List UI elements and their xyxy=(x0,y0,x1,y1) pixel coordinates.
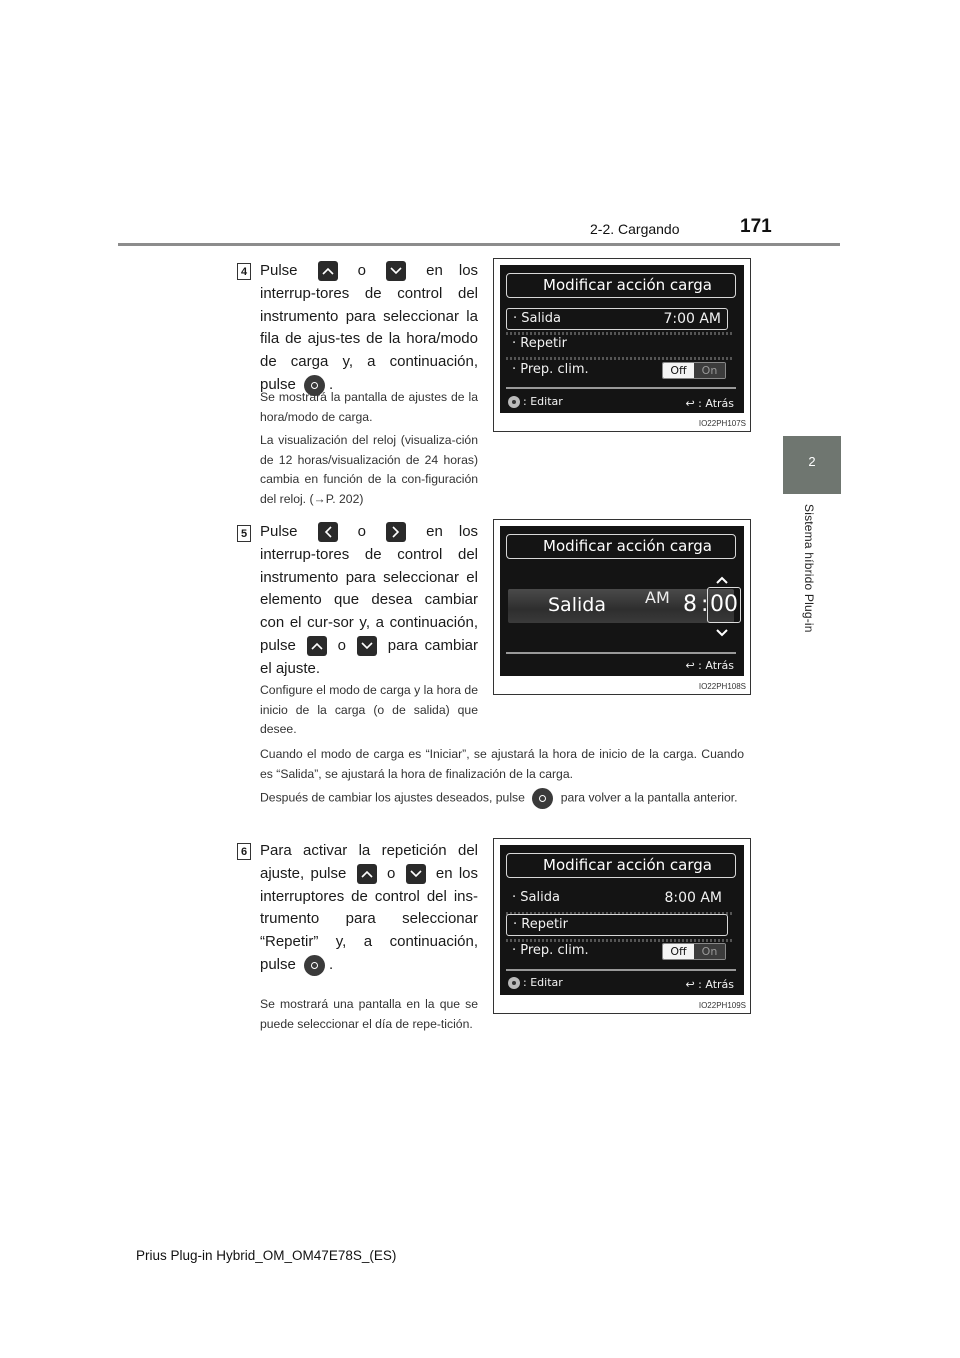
time-minute: 00 xyxy=(707,587,741,623)
step-5-t3: en los interrup-tores de control del instrumento para seleccionar el elemento que desea cambiar con el cur-sor y, a continuación, pulse xyxy=(260,523,479,654)
screen-3-row-salida: · Salida 8:00 AM xyxy=(512,890,722,906)
time-colon: : xyxy=(701,592,709,617)
down-chevron-icon xyxy=(715,629,729,638)
screen-1-display xyxy=(500,265,744,413)
step-5-note-3: Después de cambiar los ajustes deseados, pulse para volver a la pantalla anterior. xyxy=(260,788,744,809)
step-5-t2: o xyxy=(357,523,366,540)
step-4-t2: o xyxy=(357,262,366,279)
screen-2 xyxy=(493,519,751,695)
left-arrow-icon xyxy=(318,522,338,542)
screen-1-row-salida-value: 7:00 AM xyxy=(663,311,721,327)
step-6-t3: en los interruptores de control del ins-trumento para seleccionar “Repetir” y, a continuación, pulse xyxy=(260,864,479,973)
screen-2-footer-back: ↩ : Atrás xyxy=(685,659,734,672)
step-4-t4: . xyxy=(329,375,334,393)
step-4-note-2: La visualización del reloj (visualiza-ción de 12 horas/visualización de 24 horas) cambia en función de la con-figuración del reloj. (→P. 202) xyxy=(260,433,478,506)
time-ampm: AM xyxy=(645,588,670,607)
up-chevron-icon xyxy=(715,575,729,584)
step-4-t3: en los interrup-tores de control del instrumento para seleccionar la fila de ajus-tes de la hora/modo de carga y, a continuación, pulse xyxy=(260,262,479,393)
step-5-badge: 5 xyxy=(237,525,251,542)
screen-3-caption: IO22PH109S xyxy=(698,1001,746,1010)
step-4-note-1: Se mostrará la pantalla de ajustes de la hora/modo de carga. xyxy=(260,390,478,424)
step-5-text xyxy=(260,521,478,681)
footer-line xyxy=(506,969,736,971)
step-5-t5: para cambiar el ajuste. xyxy=(260,636,479,677)
screen-3 xyxy=(493,838,751,1014)
step-6-note-1: Se mostrará una pantalla en la que se puede seleccionar el día de repe-tición. xyxy=(260,997,478,1031)
down-arrow-icon xyxy=(406,864,426,884)
screen-1-caption: IO22PH107S xyxy=(698,419,746,428)
step-4-t1: Pulse xyxy=(260,262,298,279)
screen-3-footer-edit: : Editar xyxy=(508,976,563,989)
step-6-text xyxy=(260,840,478,977)
screen-2-title: Modificar acción carga xyxy=(506,534,736,559)
up-arrow-icon xyxy=(357,864,377,884)
section-title: 2-2. Cargando xyxy=(590,221,680,237)
screen-1-row-salida xyxy=(506,308,728,330)
step-5-note-2: Cuando el modo de carga es “Iniciar”, se ajustará la hora de inicio de la carga. Cuando es “Salida”, se ajustará la hora de finalización de la carga. xyxy=(260,747,744,781)
screen-3-display xyxy=(500,845,744,995)
screen-3-footer-back: ↩ : Atrás xyxy=(685,978,734,991)
enter-dial-icon xyxy=(304,955,325,976)
time-hour: 8 xyxy=(683,592,697,617)
right-arrow-icon xyxy=(386,522,406,542)
document-footer: Prius Plug-in Hybrid_OM_OM47E78S_(ES) xyxy=(136,1248,397,1263)
footer-line xyxy=(506,652,736,654)
screen-1-footer-edit: : Editar xyxy=(508,395,563,408)
up-arrow-icon xyxy=(318,261,338,281)
screen-1 xyxy=(493,258,751,432)
screen-1-row-repetir: · Repetir xyxy=(512,336,568,351)
screen-1-row-prep: · Prep. clim. Off On xyxy=(506,360,728,380)
step-6-t2: o xyxy=(386,864,396,882)
screen-1-title: Modificar acción carga xyxy=(506,273,736,298)
screen-1-footer-back: ↩ : Atrás xyxy=(685,397,734,410)
screen-3-row-repetir: · Repetir xyxy=(506,914,728,936)
screen-3-row-prep: · Prep. clim. Off On xyxy=(506,941,728,961)
prep-clim-toggle: Off On xyxy=(662,362,726,379)
step-4-badge: 4 xyxy=(237,263,251,280)
dial-icon xyxy=(508,396,520,408)
screen-2-caption: IO22PH108S xyxy=(698,682,746,691)
time-setting-bar xyxy=(508,588,738,623)
down-arrow-icon xyxy=(386,261,406,281)
step-6-t4: . xyxy=(329,955,334,973)
step-5-t1: Pulse xyxy=(260,523,298,540)
chapter-label: Sistema híbrido Plug-in xyxy=(802,504,816,633)
step-6-t1: Para activar la repetición del ajuste, pulse xyxy=(260,842,478,882)
footer-line xyxy=(506,387,736,389)
time-label: Salida xyxy=(548,594,606,616)
step-6-badge: 6 xyxy=(237,843,251,860)
prep-clim-toggle: Off On xyxy=(662,943,726,960)
step-4-text xyxy=(260,260,478,397)
screen-3-row-salida-value: 8:00 AM xyxy=(664,890,722,906)
dial-icon xyxy=(508,977,520,989)
header-rule xyxy=(118,243,840,246)
back-button-icon xyxy=(532,788,553,809)
down-arrow-icon xyxy=(357,636,377,656)
chapter-number: 2 xyxy=(808,454,816,469)
screen-3-title: Modificar acción carga xyxy=(506,853,736,878)
up-arrow-icon xyxy=(307,636,327,656)
step-5-t4: o xyxy=(337,636,346,654)
page-number: 171 xyxy=(740,216,772,237)
screen-1-row-salida-label: · Salida xyxy=(513,311,561,326)
step-5-note-1: Configure el modo de carga y la hora de inicio de la carga (o de salida) que desee. xyxy=(260,683,478,736)
screen-2-display xyxy=(500,526,744,676)
